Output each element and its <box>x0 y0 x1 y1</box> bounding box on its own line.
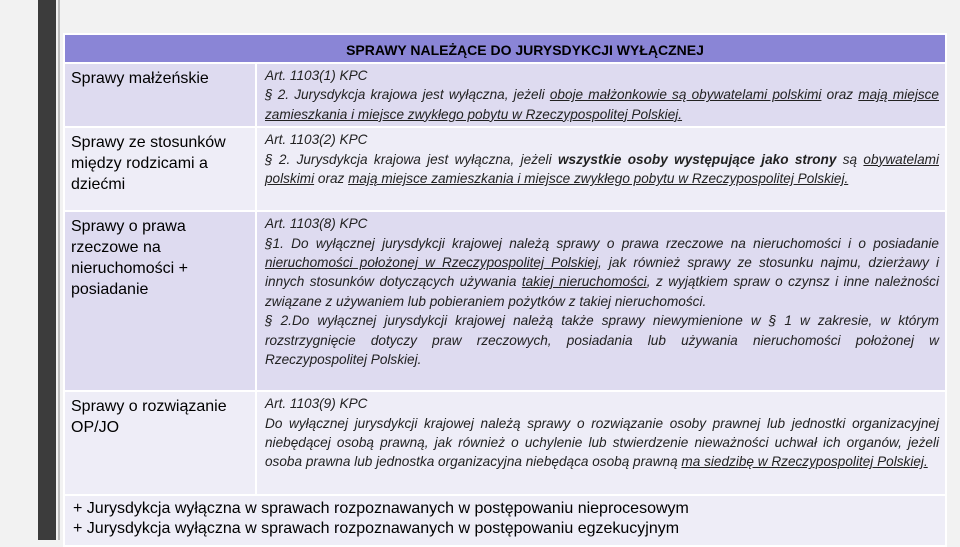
table-row <box>64 127 946 211</box>
jurisdiction-table <box>63 33 947 547</box>
article-ref: Art. 1103(8) KPC <box>265 216 368 232</box>
footer-line: + Jurysdykcja wyłączna w sprawach rozpoznawanych w postępowaniu nieprocesowym <box>73 500 689 518</box>
article-ref: Art. 1103(2) KPC <box>265 132 368 148</box>
left-decorative-bar <box>38 0 56 540</box>
row-category: Sprawy o rozwiązanie OP/JO <box>64 391 256 495</box>
row-article-text: Art. 1103(2) KPC § 2. Jurysdykcja krajowa jest wyłączna, jeżeli wszystkie osoby występujące jako strony są obywatelami polskimi oraz mają miejsce zamieszkania i miejsce zwykłego pobytu w Rzeczypospolitej Polskiej. <box>256 127 946 211</box>
row-article-text: Art. 1103(1) KPC § 2. Jurysdykcja krajowa jest wyłączna, jeżeli oboje małżonkowie są obywatelami polskimi oraz mają miejsce zamieszkania i miejsce zwykłego pobytu w Rzeczypospolitej Polskiej. <box>256 63 946 127</box>
table-row <box>64 391 946 495</box>
left-decorative-line <box>58 0 60 540</box>
row-article-text: Art. 1103(9) KPC Do wyłącznej jurysdykcji krajowej należą sprawy o rozwiązanie osoby prawnej lub jednostki organizacyjnej niebędącej osobą prawną, jak również o uchylenie lub stwierdzenie nieważności uchwał ich organów, jeżeli osoba prawna lub jednostka organizacyjna niebędąca osobą prawną ma siedzibę w Rzeczypospolitej Polskiej. <box>256 391 946 495</box>
footer-line: + Jurysdykcja wyłączna w sprawach rozpoznawanych w postępowaniu egzekucyjnym <box>73 520 680 538</box>
article-ref: Art. 1103(1) KPC <box>265 68 368 83</box>
row-category: Sprawy o prawa rzeczowe na nieruchomości + posiadanie <box>64 211 256 391</box>
table-footer <box>64 495 946 546</box>
row-article-text: Art. 1103(8) KPC §1. Do wyłącznej jurysdykcji krajowej należą sprawy o prawa rzeczowe na nieruchomości i o posiadanie nieruchomości położonej w Rzeczypospolitej Polskiej, jak również sprawy ze stosunku najmu, dzierżawy i innych stosunków dotyczących używania takiej nieruchomości, z wyjątkiem spraw o czynsz i inne należności związane z używaniem lub pobieraniem pożytków z takiej nieruchomości. § 2.Do wyłącznej jurysdykcji krajowej należą także sprawy niewymienione w § 1 w zakresie, w którym rozstrzygnięcie dotyczy praw rzeczowych, posiadania lub używania nieruchomości położonej w Rzeczypospolitej Polskiej. <box>256 211 946 391</box>
table-title: SPRAWY NALEŻĄCE DO JURYSDYKCJI WYŁĄCZNEJ <box>64 34 946 63</box>
table-row <box>64 63 946 127</box>
table-row <box>64 211 946 391</box>
row-category: Sprawy ze stosunków między rodzicami a dziećmi <box>64 127 256 211</box>
article-ref: Art. 1103(9) KPC <box>265 396 368 412</box>
row-category: Sprawy małżeńskie <box>64 63 256 127</box>
